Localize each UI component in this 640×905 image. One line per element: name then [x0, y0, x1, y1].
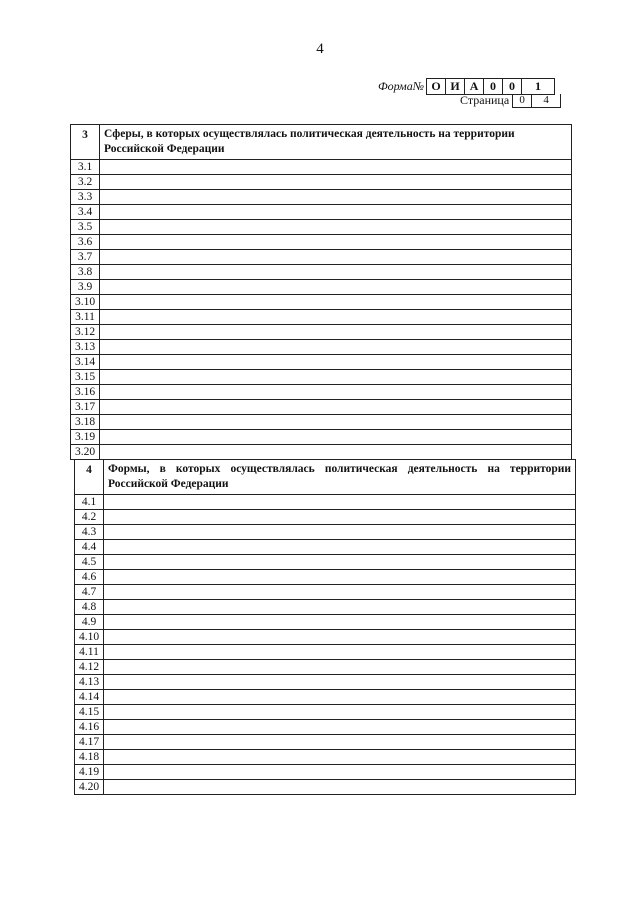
- table-row: [75, 555, 576, 570]
- blank-entry-cell[interactable]: [100, 325, 572, 340]
- form-code-char: О: [427, 79, 446, 94]
- page-code-label: Страница: [460, 93, 510, 107]
- blank-entry-cell[interactable]: [104, 735, 576, 750]
- table-row: [71, 325, 572, 340]
- blank-entry-cell[interactable]: [104, 720, 576, 735]
- blank-entry-cell[interactable]: [104, 765, 576, 780]
- row-number: 4.18: [75, 750, 104, 765]
- form-code-label: Форма№: [378, 79, 425, 93]
- table-row: [75, 615, 576, 630]
- page-code-cells: [512, 94, 561, 108]
- blank-entry-cell[interactable]: [100, 280, 572, 295]
- row-number: 3.15: [71, 370, 100, 385]
- table-row: [71, 355, 572, 370]
- table-row: [71, 280, 572, 295]
- table-row: [71, 415, 572, 430]
- table-row: [71, 250, 572, 265]
- row-number: 4.17: [75, 735, 104, 750]
- table-row: [71, 295, 572, 310]
- table-row: [71, 400, 572, 415]
- row-number: 4.8: [75, 600, 104, 615]
- table-row: [71, 190, 572, 205]
- section-3-title: Сферы, в которых осуществлялась политическая деятельность на территории Российской Федерации: [100, 125, 572, 160]
- table-row: [71, 175, 572, 190]
- blank-entry-cell[interactable]: [100, 445, 572, 460]
- row-number: 3.9: [71, 280, 100, 295]
- table-row: [71, 385, 572, 400]
- section-3-table: [70, 124, 572, 460]
- section-4-title: Формы, в которых осуществлялась политическая деятельность на территории Российской Федерации: [104, 460, 576, 495]
- table-row: [71, 430, 572, 445]
- blank-entry-cell[interactable]: [104, 495, 576, 510]
- page-code-digit: 0: [513, 94, 532, 107]
- row-number: 4.19: [75, 765, 104, 780]
- row-number: 3.17: [71, 400, 100, 415]
- blank-entry-cell[interactable]: [100, 190, 572, 205]
- table-row: [75, 540, 576, 555]
- row-number: 4.7: [75, 585, 104, 600]
- page-number: 4: [316, 41, 324, 57]
- blank-entry-cell[interactable]: [104, 780, 576, 795]
- row-number: 4.15: [75, 705, 104, 720]
- row-number: 4.4: [75, 540, 104, 555]
- blank-entry-cell[interactable]: [104, 750, 576, 765]
- blank-entry-cell[interactable]: [100, 400, 572, 415]
- blank-entry-cell[interactable]: [100, 415, 572, 430]
- blank-entry-cell[interactable]: [104, 675, 576, 690]
- blank-entry-cell[interactable]: [100, 160, 572, 175]
- row-number: 4.11: [75, 645, 104, 660]
- row-number: 4.20: [75, 780, 104, 795]
- blank-entry-cell[interactable]: [104, 705, 576, 720]
- blank-entry-cell[interactable]: [104, 630, 576, 645]
- table-row: [71, 235, 572, 250]
- section-4-table: [74, 459, 576, 795]
- table-row: [75, 780, 576, 795]
- blank-entry-cell[interactable]: [104, 600, 576, 615]
- form-code-char: 1: [535, 79, 542, 93]
- blank-entry-cell[interactable]: [104, 555, 576, 570]
- table-row: [75, 705, 576, 720]
- blank-entry-cell[interactable]: [104, 525, 576, 540]
- blank-entry-cell[interactable]: [100, 310, 572, 325]
- blank-entry-cell[interactable]: [100, 235, 572, 250]
- blank-entry-cell[interactable]: [104, 645, 576, 660]
- table-row: [75, 600, 576, 615]
- form-code-char: 0: [503, 79, 522, 94]
- table-row: [71, 220, 572, 235]
- table-row: [75, 645, 576, 660]
- row-number: 3.1: [71, 160, 100, 175]
- row-number: 3.16: [71, 385, 100, 400]
- table-row: [75, 735, 576, 750]
- section-4-header-row: [75, 460, 576, 495]
- section-3-header-row: [71, 125, 572, 160]
- row-number: 4.1: [75, 495, 104, 510]
- table-row: [71, 265, 572, 280]
- row-number: 4.5: [75, 555, 104, 570]
- table-row: [71, 370, 572, 385]
- table-row: [71, 340, 572, 355]
- table-row: [75, 525, 576, 540]
- table-row: [75, 765, 576, 780]
- blank-entry-cell[interactable]: [100, 430, 572, 445]
- row-number: 4.13: [75, 675, 104, 690]
- table-row: [71, 205, 572, 220]
- blank-entry-cell[interactable]: [100, 205, 572, 220]
- row-number: 4.12: [75, 660, 104, 675]
- row-number: 4.2: [75, 510, 104, 525]
- blank-entry-cell[interactable]: [100, 175, 572, 190]
- row-number: 4.9: [75, 615, 104, 630]
- row-number: 3.3: [71, 190, 100, 205]
- row-number: 3.10: [71, 295, 100, 310]
- row-number: 3.4: [71, 205, 100, 220]
- blank-entry-cell[interactable]: [104, 660, 576, 675]
- table-row: [75, 660, 576, 675]
- blank-entry-cell[interactable]: [100, 265, 572, 280]
- table-row: [71, 160, 572, 175]
- row-number: 3.19: [71, 430, 100, 445]
- blank-entry-cell[interactable]: [100, 355, 572, 370]
- table-row: [75, 750, 576, 765]
- row-number: 3.7: [71, 250, 100, 265]
- page-code-digit: 4: [543, 93, 549, 106]
- blank-entry-cell[interactable]: [100, 295, 572, 310]
- page-code: [460, 93, 561, 108]
- table-row: [71, 445, 572, 460]
- blank-entry-cell[interactable]: [104, 570, 576, 585]
- blank-entry-cell[interactable]: [104, 585, 576, 600]
- row-number: 4.16: [75, 720, 104, 735]
- blank-entry-cell[interactable]: [100, 370, 572, 385]
- row-number: 3.18: [71, 415, 100, 430]
- table-row: [75, 510, 576, 525]
- blank-entry-cell[interactable]: [104, 510, 576, 525]
- blank-entry-cell[interactable]: [100, 250, 572, 265]
- table-row: [75, 675, 576, 690]
- blank-entry-cell[interactable]: [104, 540, 576, 555]
- row-number: 3.8: [71, 265, 100, 280]
- row-number: 4.14: [75, 690, 104, 705]
- row-number: 3.20: [71, 445, 100, 460]
- blank-entry-cell[interactable]: [104, 615, 576, 630]
- section-4-number: 4: [75, 460, 104, 495]
- form-code-char: 0: [484, 79, 503, 94]
- form-code-char: А: [465, 79, 484, 94]
- row-number: 4.3: [75, 525, 104, 540]
- row-number: 3.11: [71, 310, 100, 325]
- row-number: 3.14: [71, 355, 100, 370]
- table-row: [75, 720, 576, 735]
- row-number: 3.5: [71, 220, 100, 235]
- table-row: [75, 495, 576, 510]
- table-row: [71, 310, 572, 325]
- blank-entry-cell[interactable]: [104, 690, 576, 705]
- blank-entry-cell[interactable]: [100, 220, 572, 235]
- table-row: [75, 570, 576, 585]
- row-number: 3.13: [71, 340, 100, 355]
- table-row: [75, 630, 576, 645]
- row-number: 3.6: [71, 235, 100, 250]
- row-number: 3.12: [71, 325, 100, 340]
- form-code-char: И: [446, 79, 465, 94]
- blank-entry-cell[interactable]: [100, 385, 572, 400]
- row-number: 4.6: [75, 570, 104, 585]
- blank-entry-cell[interactable]: [100, 340, 572, 355]
- table-row: [75, 690, 576, 705]
- table-row: [75, 585, 576, 600]
- row-number: 4.10: [75, 630, 104, 645]
- section-3-number: 3: [71, 125, 100, 160]
- row-number: 3.2: [71, 175, 100, 190]
